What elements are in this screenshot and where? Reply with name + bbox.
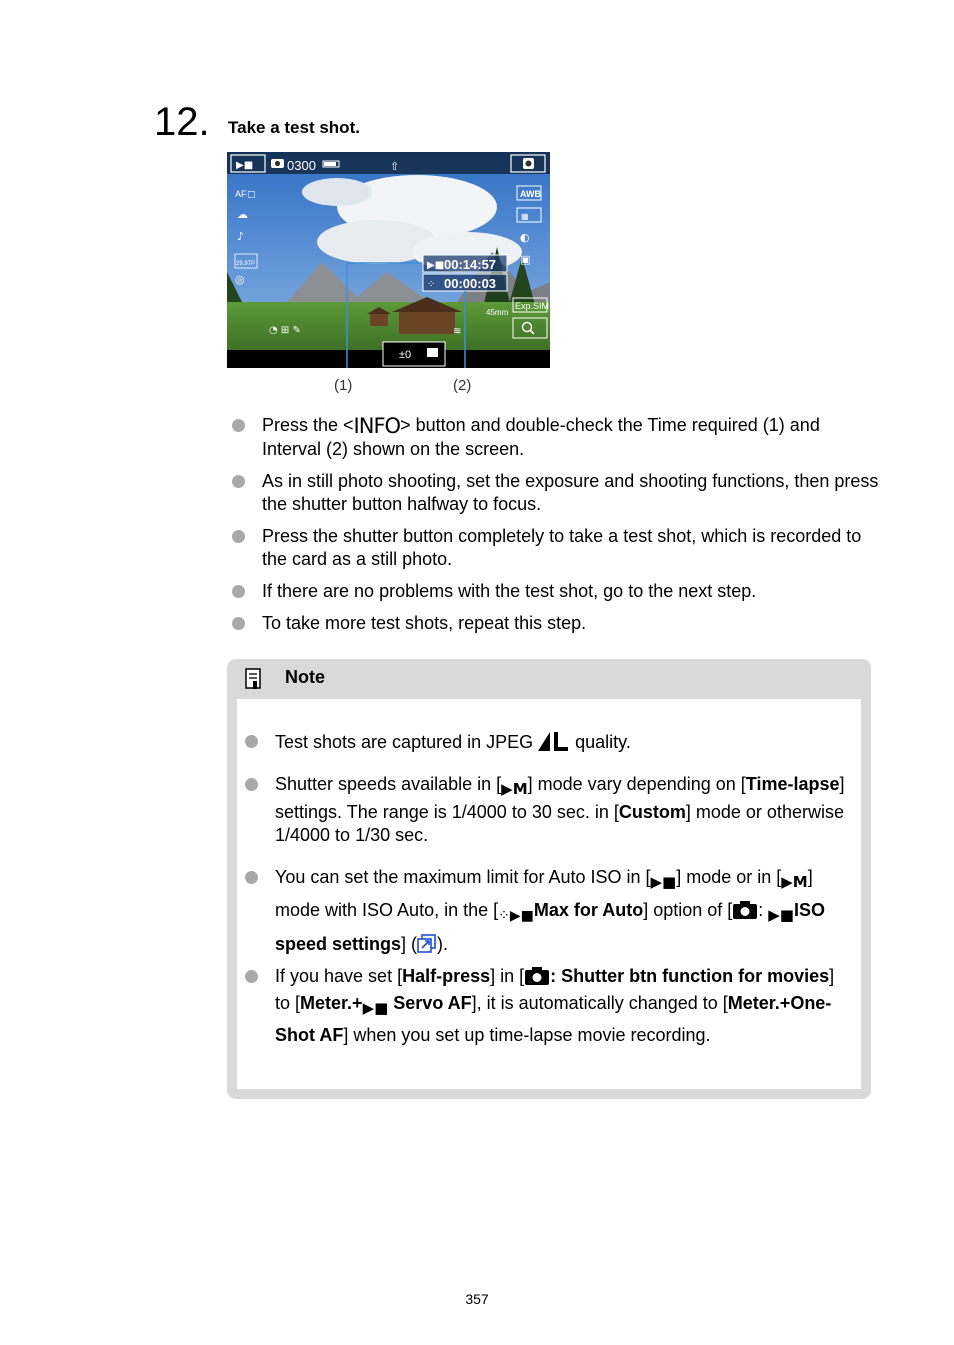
svg-text:♪: ♪ — [237, 230, 245, 243]
movie-manual-mode-icon: ▶M — [781, 873, 808, 891]
step-bullet-list — [230, 414, 880, 644]
svg-text:◐: ◐ — [520, 231, 530, 244]
bullet-icon — [245, 970, 258, 983]
note-body — [237, 699, 861, 1089]
list-item: If there are no problems with the test shot, go to the next step. — [230, 580, 880, 603]
svg-text:Exp.SIM: Exp.SIM — [515, 301, 550, 311]
callout-label-1: (1) — [334, 377, 353, 394]
svg-text:AF: AF — [235, 189, 247, 199]
movie-icon: ▶■ — [768, 906, 794, 924]
bullet-icon — [245, 735, 258, 748]
list-item: Shutter speeds available in [▶M] mode vary depending on [Time-lapse] settings. The range is 1/4000 to 30 sec. in [Custom] mode or otherwise 1/4000 to 1/30 sec. — [237, 773, 861, 847]
screen-shots-count: 0300 — [287, 158, 316, 173]
list-item: As in still photo shooting, set the exposure and shooting functions, then press the shutter button halfway to focus. — [230, 470, 880, 516]
page-link-icon[interactable] — [417, 934, 437, 954]
note-header — [227, 659, 871, 699]
jpeg-large-quality-icon — [538, 730, 570, 752]
movie-auto-mode-icon: ▶■ — [650, 873, 677, 891]
time-lapse-movie-icon: ⁘▶■ — [498, 908, 534, 924]
svg-text:◔ ⊞ ✎: ◔ ⊞ ✎ — [269, 325, 301, 336]
camera-screen-image — [227, 152, 550, 368]
note-title: Note — [285, 667, 325, 687]
step-title: Take a test shot. — [228, 118, 360, 137]
list-item: Press the <INFO> button and double-check the Time required (1) and Interval (2) shown on the screen. — [230, 414, 880, 461]
svg-text:☁: ☁ — [237, 208, 248, 221]
list-item: To take more test shots, repeat this step. — [230, 612, 880, 635]
camera-icon — [524, 966, 550, 986]
svg-text:45mm: 45mm — [486, 308, 509, 317]
svg-text:≋: ≋ — [453, 326, 462, 337]
note-box — [227, 659, 871, 1099]
list-item: You can set the maximum limit for Auto ISO in [▶■] mode or in [▶M] mode with ISO Auto, in the [⁘▶■Max for Auto] option of [ : ▶■ISO speed settings] ( ). — [237, 863, 861, 958]
bullet-icon — [245, 871, 258, 884]
step-number: 12. — [154, 100, 210, 144]
svg-text:▶■: ▶■ — [236, 160, 254, 171]
svg-text:AWB: AWB — [520, 189, 541, 199]
screen-time-required: 00:14:57 — [444, 257, 497, 272]
list-item: Press the shutter button completely to take a test shot, which is recorded to the card as a still photo. — [230, 525, 880, 571]
camera-icon — [732, 900, 758, 920]
note-icon — [244, 667, 264, 696]
screen-exposure-comp: ±0 — [399, 349, 412, 361]
svg-text:▶■: ▶■ — [427, 260, 445, 271]
movie-icon: ▶■ — [362, 999, 389, 1017]
svg-text:29.97P: 29.97P — [236, 261, 256, 267]
svg-text:□: □ — [247, 190, 256, 200]
svg-text:⇧: ⇧ — [390, 160, 400, 173]
bullet-icon — [232, 617, 245, 630]
bullet-icon — [232, 585, 245, 598]
svg-text:⁘: ⁘ — [427, 279, 436, 290]
svg-text:▦: ▦ — [521, 212, 529, 221]
screen-interval: 00:00:03 — [444, 276, 497, 291]
list-item: If you have set [Half-press] in [ : Shutter btn function for movies] to [Meter.+▶■ Servo AF], it is automatically changed to [Meter.+One-Shot AF] when you set up time-lapse movie recording. — [237, 963, 861, 1049]
bullet-icon — [245, 778, 258, 791]
bullet-icon — [232, 419, 245, 432]
svg-text:▣: ▣ — [520, 253, 531, 266]
page-number: 357 — [465, 1291, 489, 1307]
info-button-icon: INFO — [353, 414, 401, 438]
bullet-icon — [232, 475, 245, 488]
bullet-icon — [232, 530, 245, 543]
list-item: Test shots are captured in JPEG quality. — [237, 730, 861, 754]
svg-text:◎: ◎ — [235, 273, 245, 286]
movie-manual-mode-icon: ▶M — [501, 780, 528, 798]
callout-label-2: (2) — [453, 377, 472, 394]
